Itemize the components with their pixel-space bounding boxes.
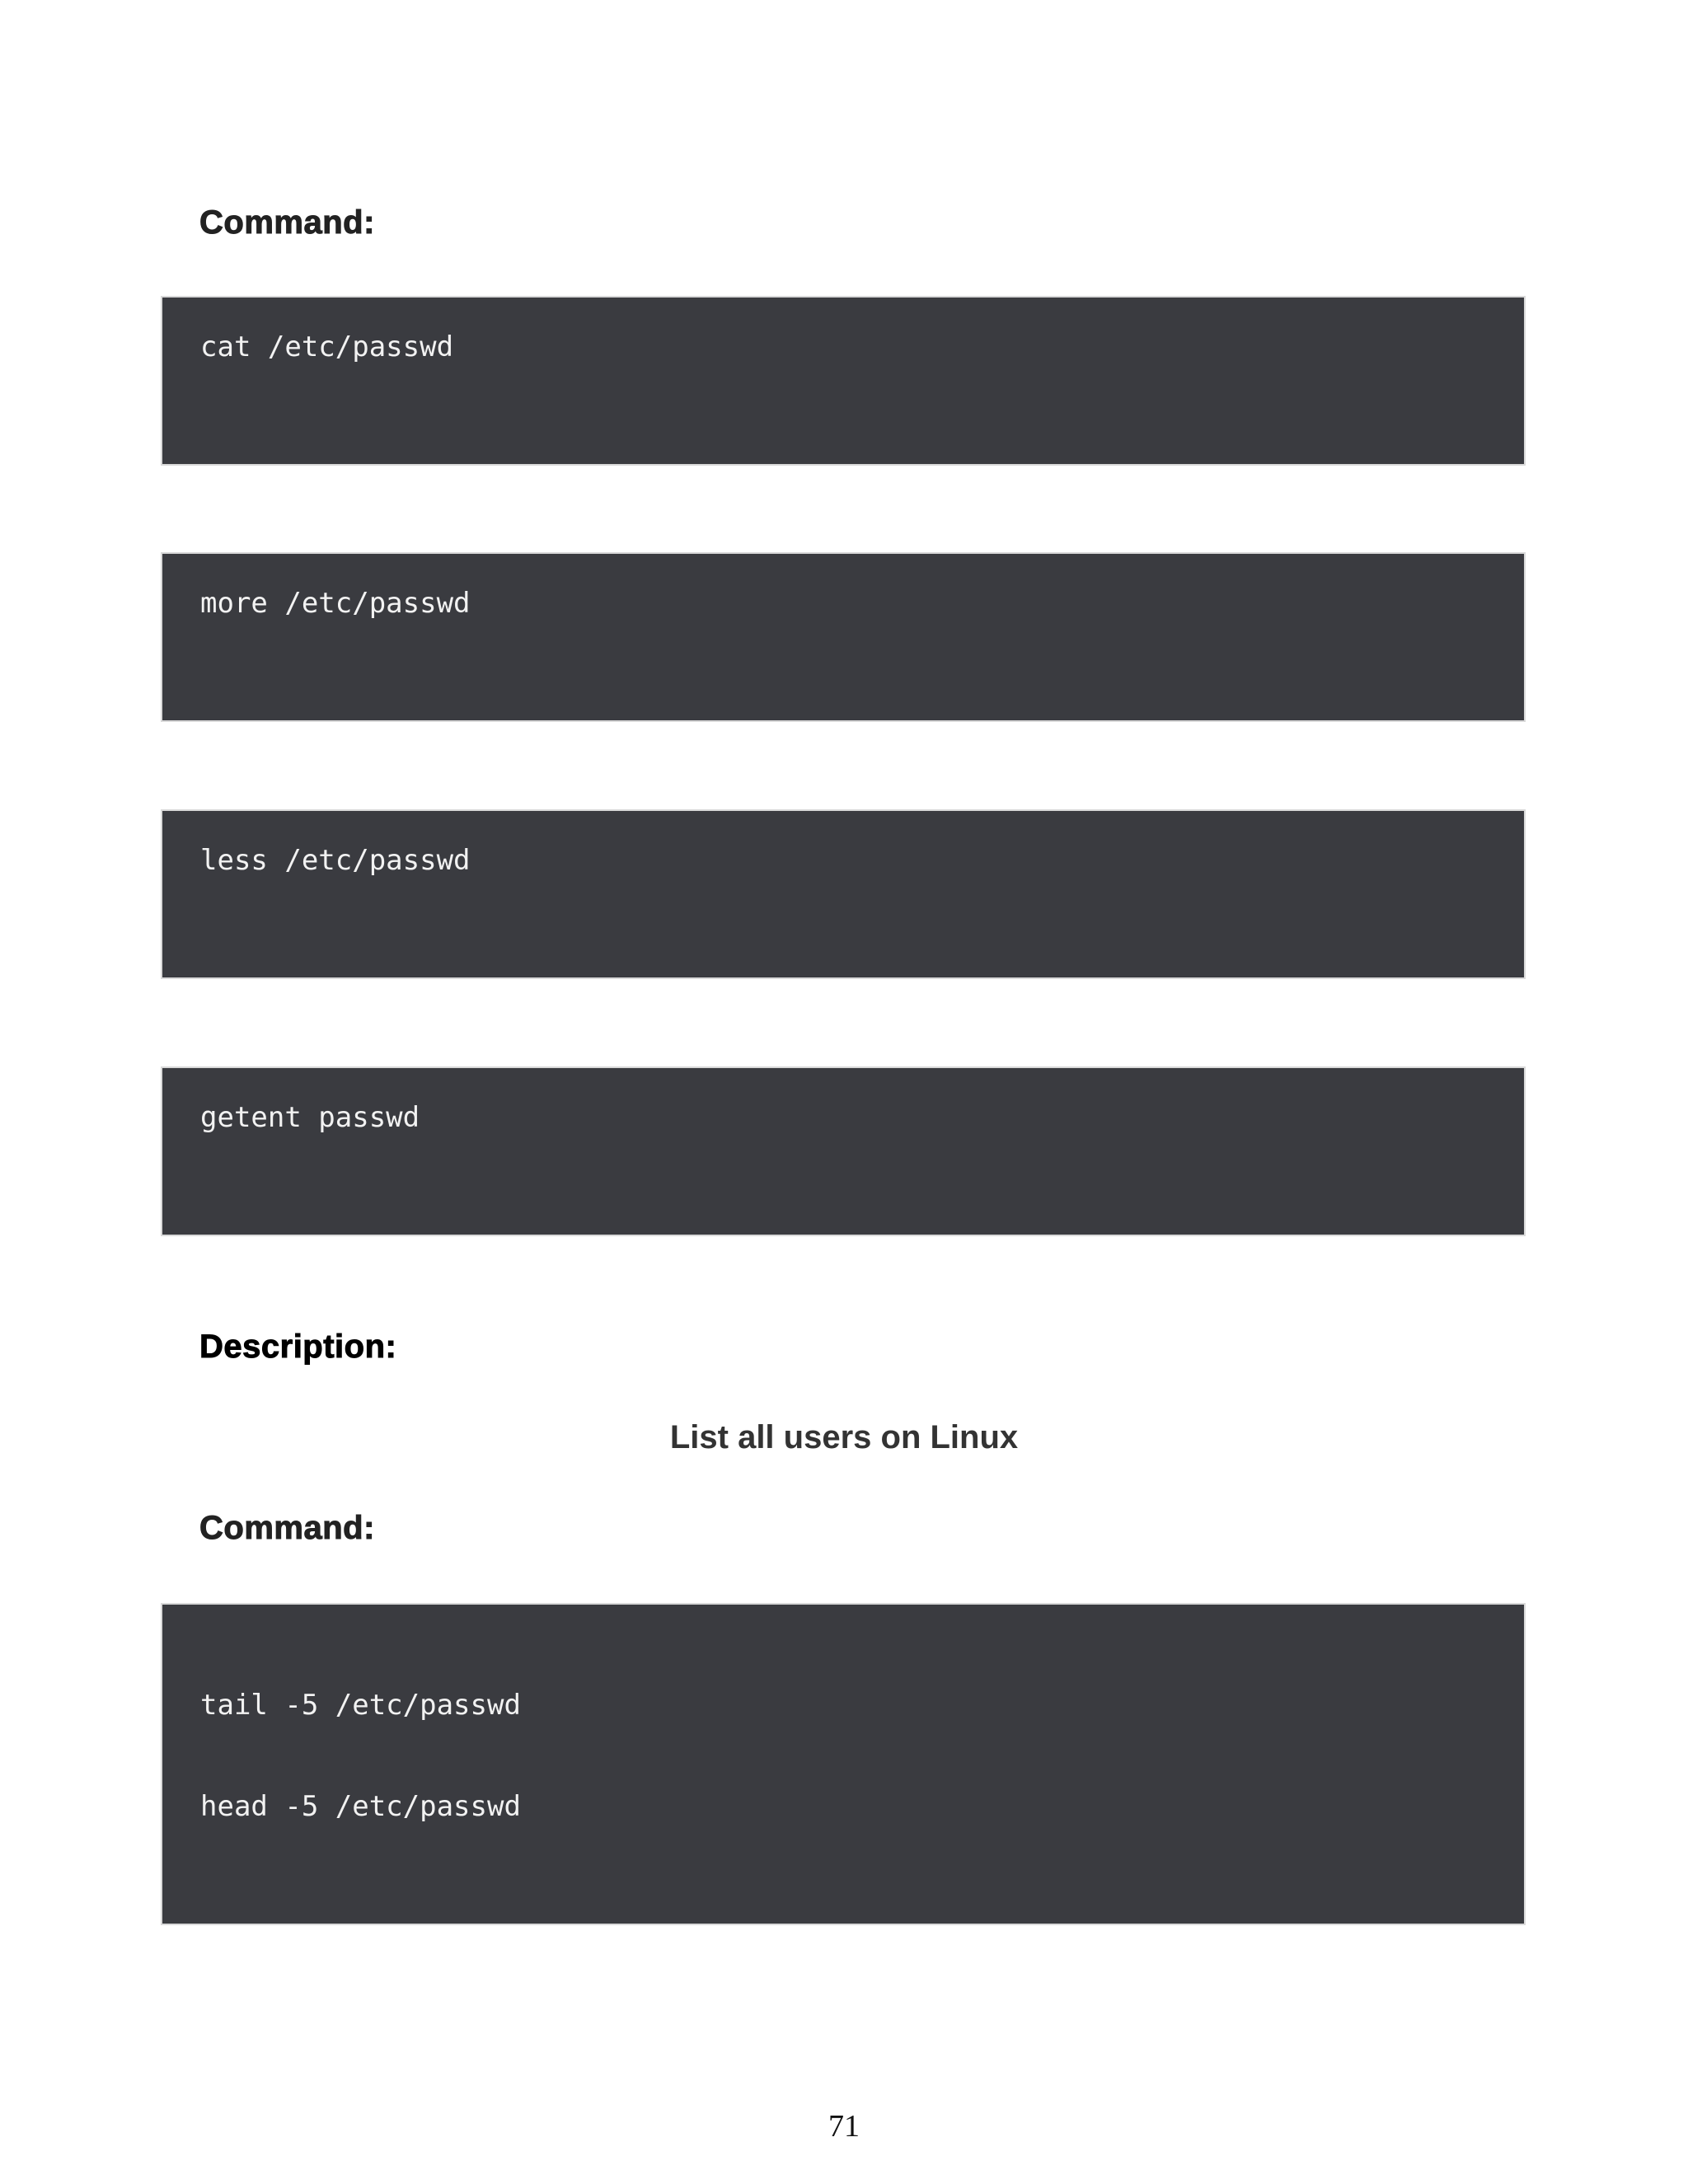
code-line: more /etc/passwd [200, 587, 471, 620]
code-line: getent passwd [200, 1101, 420, 1134]
page-number: 71 [828, 2109, 860, 2144]
code-block-getent [161, 1066, 1526, 1236]
description-heading: Description: [199, 1329, 397, 1365]
code-line: tail -5 /etc/passwd [200, 1689, 521, 1722]
command-heading: Command: [199, 204, 375, 241]
code-line: less /etc/passwd [200, 844, 471, 877]
code-block-tail-head [161, 1603, 1526, 1925]
code-line: head -5 /etc/passwd [200, 1790, 521, 1823]
code-block-more [161, 552, 1526, 722]
description-text: List all users on Linux [669, 1419, 1019, 1455]
code-block-less [161, 809, 1526, 979]
code-line: cat /etc/passwd [200, 330, 454, 363]
code-block-cat [161, 296, 1526, 466]
command-heading: Command: [199, 1510, 375, 1546]
